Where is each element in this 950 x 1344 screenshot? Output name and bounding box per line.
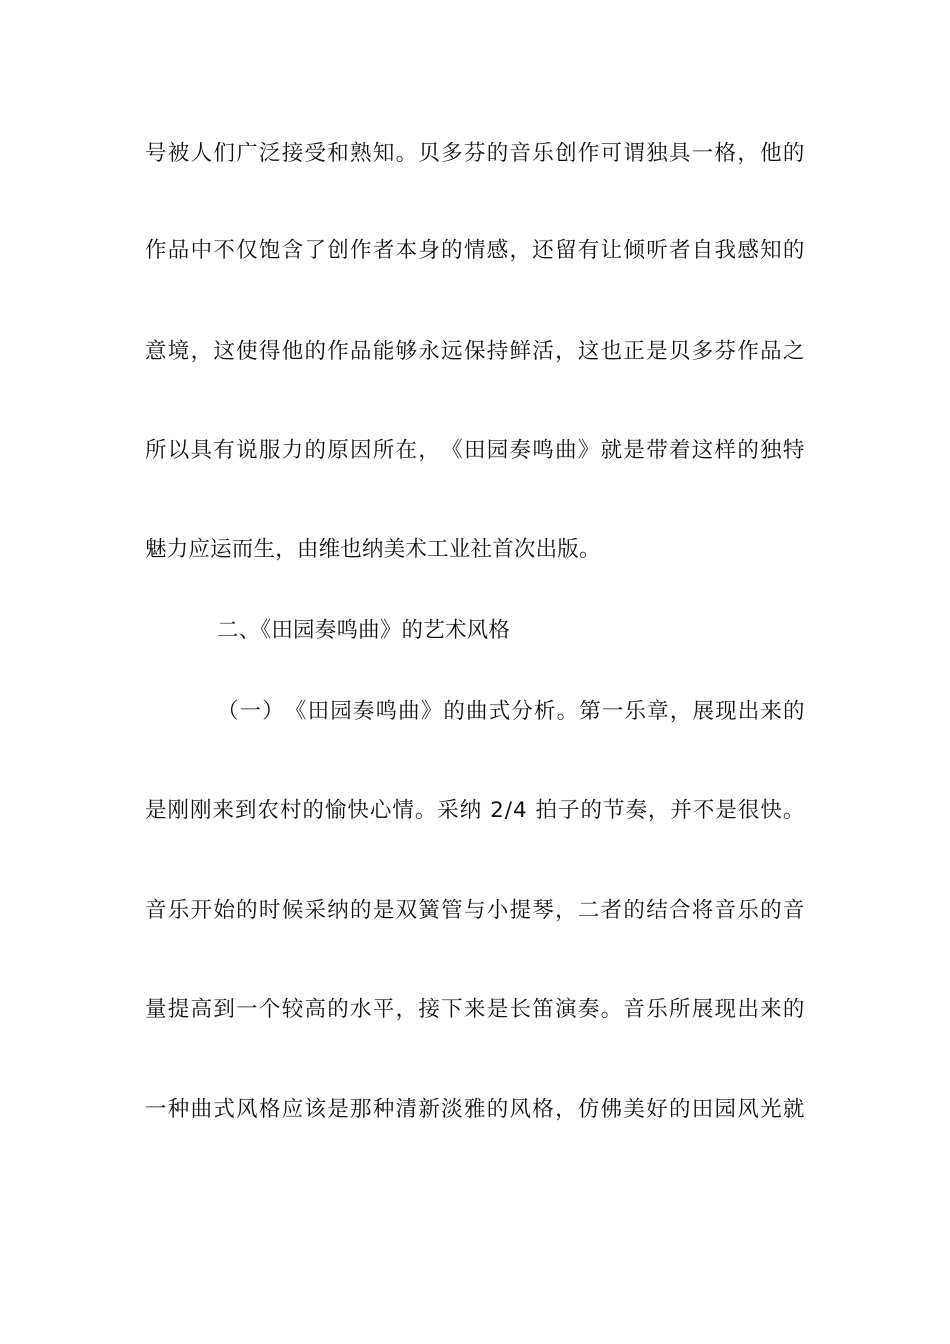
glyph: 是 xyxy=(715,798,738,823)
glyph: 刚 xyxy=(189,798,212,823)
glyph: 者 xyxy=(372,238,395,263)
glyph: 到 xyxy=(234,798,257,823)
glyph: 较 xyxy=(281,997,304,1022)
glyph: 们 xyxy=(213,141,236,166)
glyph: 琴 xyxy=(532,898,554,923)
glyph: 》 xyxy=(420,699,443,724)
glyph: 着 xyxy=(668,438,691,463)
glyph: 是 xyxy=(145,798,167,823)
glyph: 田 xyxy=(691,1097,714,1122)
glyph: 接 xyxy=(418,997,441,1022)
glyph: 奏 xyxy=(625,798,648,823)
glyph: 乐 xyxy=(737,898,760,923)
glyph: 知 xyxy=(372,141,395,166)
glyph: 作 xyxy=(145,238,167,263)
glyph: 让 xyxy=(600,238,623,263)
glyph: 可 xyxy=(600,141,623,166)
glyph: 来 xyxy=(463,997,486,1022)
glyph: 奏 xyxy=(352,699,375,724)
glyph: 泛 xyxy=(258,141,281,166)
glyph: 的 xyxy=(782,238,805,263)
glyph: 雅 xyxy=(463,1097,486,1122)
glyph: 就 xyxy=(782,1097,805,1122)
glyph: 他 xyxy=(760,141,782,166)
glyph: 清 xyxy=(395,1097,418,1122)
glyph: 自 xyxy=(691,238,714,263)
glyph: 有 xyxy=(577,238,600,263)
glyph: 样 xyxy=(714,438,737,463)
glyph: 农 xyxy=(257,798,280,823)
glyph: 的 xyxy=(760,898,782,923)
glyph: 仿 xyxy=(577,1097,600,1122)
glyph: 乐 xyxy=(532,141,554,166)
paragraph-2-line-5 xyxy=(145,1095,805,1125)
glyph: 的 xyxy=(737,438,760,463)
glyph: 双 xyxy=(395,898,418,923)
glyph: 这 xyxy=(213,339,236,364)
glyph: 这 xyxy=(691,438,714,463)
glyph: 佛 xyxy=(600,1097,623,1122)
glyph: 得 xyxy=(258,339,281,364)
glyph: 鲜 xyxy=(509,339,532,364)
glyph: 来 xyxy=(760,997,782,1022)
glyph: 和 xyxy=(327,141,349,166)
glyph: 格 xyxy=(532,1097,554,1122)
glyph: 式 xyxy=(213,1097,236,1122)
glyph: 始 xyxy=(213,898,236,923)
glyph: 曲 xyxy=(466,699,488,724)
glyph: 。 xyxy=(414,798,437,823)
glyph: 水 xyxy=(350,997,372,1022)
glyph: 熟 xyxy=(350,141,372,166)
glyph: 创 xyxy=(327,238,349,263)
glyph: 情 xyxy=(463,238,486,263)
glyph: 的 xyxy=(580,798,603,823)
glyph: 音 xyxy=(714,898,737,923)
glyph: 特 xyxy=(782,438,805,463)
glyph: 一 xyxy=(691,141,714,166)
glyph: 很 xyxy=(737,798,760,823)
glyph: 愉 xyxy=(324,798,347,823)
glyph: 奏 xyxy=(509,438,532,463)
glyph: 能 xyxy=(372,339,395,364)
glyph: 风 xyxy=(236,1097,258,1122)
glyph: 拍 xyxy=(535,798,558,823)
glyph: 音 xyxy=(509,141,532,166)
glyph: 者 xyxy=(668,238,691,263)
glyph: 知 xyxy=(760,238,782,263)
glyph: 的 xyxy=(302,798,325,823)
glyph: 之 xyxy=(782,339,805,364)
glyph: 一 xyxy=(601,699,624,724)
glyph: 奏 xyxy=(577,997,600,1022)
glyph: 刚 xyxy=(167,798,190,823)
glyph: 保 xyxy=(463,339,486,364)
glyph: 提 xyxy=(167,997,190,1022)
glyph: 园 xyxy=(486,438,509,463)
glyph: 本 xyxy=(395,238,418,263)
glyph: 二 xyxy=(577,898,600,923)
glyph: 高 xyxy=(304,997,327,1022)
glyph: 品 xyxy=(350,339,372,364)
glyph: 作 xyxy=(350,238,372,263)
glyph: 田 xyxy=(307,699,330,724)
glyph: 采 xyxy=(437,798,459,823)
glyph: 创 xyxy=(555,141,577,166)
glyph: 所 xyxy=(145,438,167,463)
glyph: 就 xyxy=(600,438,623,463)
glyph: 以 xyxy=(167,438,190,463)
paragraph-2-line-3 xyxy=(145,896,805,926)
glyph: 乐 xyxy=(646,997,668,1022)
glyph: 的 xyxy=(486,1097,509,1122)
glyph: 曲 xyxy=(398,699,420,724)
glyph: 提 xyxy=(509,898,532,923)
glyph: 平 xyxy=(372,997,395,1022)
glyph: 式 xyxy=(488,699,511,724)
glyph: 作 xyxy=(327,339,349,364)
glyph: 村 xyxy=(279,798,302,823)
glyph: 并 xyxy=(670,798,693,823)
glyph: 中 xyxy=(190,238,213,263)
glyph: 说 xyxy=(236,438,258,463)
glyph: 音 xyxy=(145,898,167,923)
glyph: 音 xyxy=(782,898,805,923)
glyph: 远 xyxy=(441,339,463,364)
glyph: 的 xyxy=(486,141,509,166)
glyph: ） xyxy=(262,699,284,724)
glyph: 格 xyxy=(714,141,737,166)
glyph: 不 xyxy=(692,798,715,823)
glyph: 作 xyxy=(737,339,760,364)
glyph: ， xyxy=(555,898,577,923)
glyph: 风 xyxy=(737,1097,760,1122)
glyph: 现 xyxy=(714,997,737,1022)
glyph: ， xyxy=(418,438,441,463)
glyph: 感 xyxy=(737,238,760,263)
glyph: 倾 xyxy=(623,238,646,263)
paragraph-2-line-2 xyxy=(145,796,805,826)
glyph: 新 xyxy=(418,1097,441,1122)
glyph: 的 xyxy=(327,997,349,1022)
glyph: 号 xyxy=(145,141,167,166)
glyph: 淡 xyxy=(441,1097,463,1122)
glyph: 高 xyxy=(190,997,213,1022)
glyph: 。 xyxy=(782,798,805,823)
glyph: 谓 xyxy=(623,141,646,166)
glyph: 章 xyxy=(647,699,669,724)
glyph: ， xyxy=(190,339,213,364)
glyph: ， xyxy=(647,798,670,823)
glyph: 簧 xyxy=(418,898,441,923)
glyph: 应 xyxy=(281,1097,304,1122)
glyph: 具 xyxy=(190,438,213,463)
glyph: 鸣 xyxy=(375,699,398,724)
glyph: 与 xyxy=(463,898,486,923)
glyph: 品 xyxy=(167,238,190,263)
glyph: 开 xyxy=(190,898,213,923)
glyph: 我 xyxy=(714,238,737,263)
glyph: 那 xyxy=(350,1097,372,1122)
glyph: 受 xyxy=(304,141,327,166)
glyph: 贝 xyxy=(418,141,441,166)
glyph: 身 xyxy=(418,238,441,263)
glyph: 这 xyxy=(577,339,600,364)
glyph: 原 xyxy=(327,438,349,463)
glyph: 快 xyxy=(760,798,783,823)
glyph: 光 xyxy=(760,1097,782,1122)
glyph: 。 xyxy=(395,141,418,166)
glyph: 芬 xyxy=(714,339,737,364)
glyph: 田 xyxy=(463,438,486,463)
glyph: 所 xyxy=(372,438,395,463)
glyph: 鸣 xyxy=(532,438,554,463)
glyph: 多 xyxy=(441,141,463,166)
glyph: 小 xyxy=(486,898,509,923)
glyph: 是 xyxy=(327,1097,349,1122)
glyph: 《 xyxy=(441,438,463,463)
glyph: 量 xyxy=(145,997,167,1022)
glyph: 是 xyxy=(372,898,395,923)
glyph: 品 xyxy=(760,339,782,364)
glyph: 长 xyxy=(509,997,532,1022)
paragraph-1-line-1 xyxy=(145,139,805,169)
glyph: 格 xyxy=(258,1097,281,1122)
glyph: 出 xyxy=(737,699,760,724)
glyph: 到 xyxy=(213,997,236,1022)
glyph: 因 xyxy=(350,438,372,463)
paragraph-1-line-3 xyxy=(145,337,805,367)
glyph: 境 xyxy=(167,339,190,364)
glyph: 具 xyxy=(668,141,691,166)
glyph: 风 xyxy=(509,1097,532,1122)
glyph: 的 xyxy=(443,699,466,724)
glyph: 析 xyxy=(533,699,556,724)
glyph xyxy=(528,796,535,826)
glyph: 乐 xyxy=(167,898,190,923)
glyph: 曲 xyxy=(555,438,577,463)
glyph: 贝 xyxy=(668,339,691,364)
glyph: 快 xyxy=(347,798,370,823)
glyph: 使 xyxy=(236,339,258,364)
glyph: 情 xyxy=(392,798,415,823)
glyph: 纳 xyxy=(327,898,349,923)
glyph: 合 xyxy=(668,898,691,923)
glyph: 来 xyxy=(760,699,783,724)
glyph: 所 xyxy=(668,997,691,1022)
glyph: 2 xyxy=(490,798,504,823)
glyph: 子 xyxy=(557,798,580,823)
glyph: 出 xyxy=(737,997,760,1022)
glyph: 美 xyxy=(623,1097,646,1122)
glyph: 意 xyxy=(145,339,167,364)
glyph: 来 xyxy=(212,798,235,823)
glyph: 的 xyxy=(304,339,327,364)
paragraph-1-line-5: 魅力应运而生，由维也纳美术工业社首次出版。 xyxy=(145,537,601,562)
paragraph-1-line-2 xyxy=(145,236,805,266)
glyph: 听 xyxy=(646,238,668,263)
glyph: 展 xyxy=(692,699,715,724)
glyph: 音 xyxy=(623,997,646,1022)
glyph: 的 xyxy=(236,898,258,923)
glyph: 下 xyxy=(441,997,463,1022)
glyph: 第 xyxy=(579,699,601,724)
glyph: 是 xyxy=(646,339,668,364)
glyph: 》 xyxy=(577,438,600,463)
glyph: 的 xyxy=(668,1097,691,1122)
glyph: 被 xyxy=(167,141,190,166)
glyph: 不 xyxy=(213,238,236,263)
glyph: 一 xyxy=(239,699,262,724)
glyph: ， xyxy=(737,141,760,166)
glyph: 笛 xyxy=(532,997,554,1022)
glyph: 力 xyxy=(281,438,304,463)
paragraph-2-line-4 xyxy=(145,995,805,1025)
glyph: / xyxy=(504,798,513,823)
glyph: 接 xyxy=(281,141,304,166)
glyph: 含 xyxy=(281,238,304,263)
glyph: 的 xyxy=(782,997,805,1022)
glyph: 乐 xyxy=(624,699,647,724)
glyph: 还 xyxy=(532,238,554,263)
glyph: 他 xyxy=(281,339,304,364)
glyph: 留 xyxy=(555,238,577,263)
glyph: 有 xyxy=(213,438,236,463)
glyph: 独 xyxy=(646,141,668,166)
glyph: 感 xyxy=(486,238,509,263)
glyph: 了 xyxy=(304,238,327,263)
glyph: 服 xyxy=(258,438,281,463)
glyph: ， xyxy=(555,339,577,364)
glyph: 人 xyxy=(190,141,213,166)
glyph: 的 xyxy=(782,141,805,166)
section-heading: 二、《田园奏鸣曲》的艺术风格 xyxy=(217,618,511,643)
glyph: 一 xyxy=(145,1097,167,1122)
glyph: ， xyxy=(669,699,692,724)
glyph: 。 xyxy=(556,699,579,724)
glyph: 结 xyxy=(646,898,668,923)
glyph: 将 xyxy=(691,898,714,923)
glyph: 活 xyxy=(532,339,554,364)
glyph: 个 xyxy=(258,997,281,1022)
paragraph-2-line-1 xyxy=(217,697,805,727)
glyph: 园 xyxy=(714,1097,737,1122)
glyph: 种 xyxy=(167,1097,190,1122)
glyph: ， xyxy=(395,997,418,1022)
glyph: 节 xyxy=(602,798,625,823)
glyph: 仅 xyxy=(236,238,258,263)
glyph: ， xyxy=(555,1097,577,1122)
glyph: 时 xyxy=(258,898,281,923)
glyph: 的 xyxy=(350,898,372,923)
glyph: 种 xyxy=(372,1097,395,1122)
glyph: 的 xyxy=(441,238,463,263)
glyph: 是 xyxy=(623,438,646,463)
glyph: 展 xyxy=(691,997,714,1022)
glyph: 纳 xyxy=(459,798,482,823)
glyph: 一 xyxy=(236,997,258,1022)
glyph: 候 xyxy=(281,898,304,923)
glyph: 4 xyxy=(513,798,527,823)
glyph: 独 xyxy=(760,438,782,463)
glyph: 芬 xyxy=(463,141,486,166)
glyph xyxy=(482,796,489,826)
glyph: 多 xyxy=(691,339,714,364)
glyph: 是 xyxy=(486,997,509,1022)
glyph: 的 xyxy=(304,438,327,463)
glyph: 的 xyxy=(623,898,646,923)
glyph: （ xyxy=(217,699,239,724)
glyph: ， xyxy=(509,238,532,263)
glyph: 正 xyxy=(623,339,646,364)
glyph: 带 xyxy=(646,438,668,463)
glyph: 好 xyxy=(646,1097,668,1122)
glyph: 的 xyxy=(783,699,805,724)
glyph: 够 xyxy=(395,339,418,364)
glyph: 该 xyxy=(304,1097,327,1122)
glyph: 心 xyxy=(369,798,392,823)
glyph: 现 xyxy=(715,699,737,724)
glyph: 分 xyxy=(511,699,534,724)
glyph: 在 xyxy=(395,438,418,463)
glyph: 《 xyxy=(284,699,307,724)
glyph: 园 xyxy=(330,699,352,724)
glyph: 者 xyxy=(600,898,623,923)
glyph: 也 xyxy=(600,339,623,364)
glyph: 饱 xyxy=(258,238,281,263)
glyph: 持 xyxy=(486,339,509,364)
glyph: 曲 xyxy=(190,1097,213,1122)
glyph: 演 xyxy=(555,997,577,1022)
glyph: 管 xyxy=(441,898,463,923)
glyph: 采 xyxy=(304,898,327,923)
glyph: 作 xyxy=(577,141,600,166)
glyph: 广 xyxy=(236,141,258,166)
glyph: 。 xyxy=(600,997,623,1022)
glyph: 永 xyxy=(418,339,441,364)
paragraph-1-line-4 xyxy=(145,436,805,466)
